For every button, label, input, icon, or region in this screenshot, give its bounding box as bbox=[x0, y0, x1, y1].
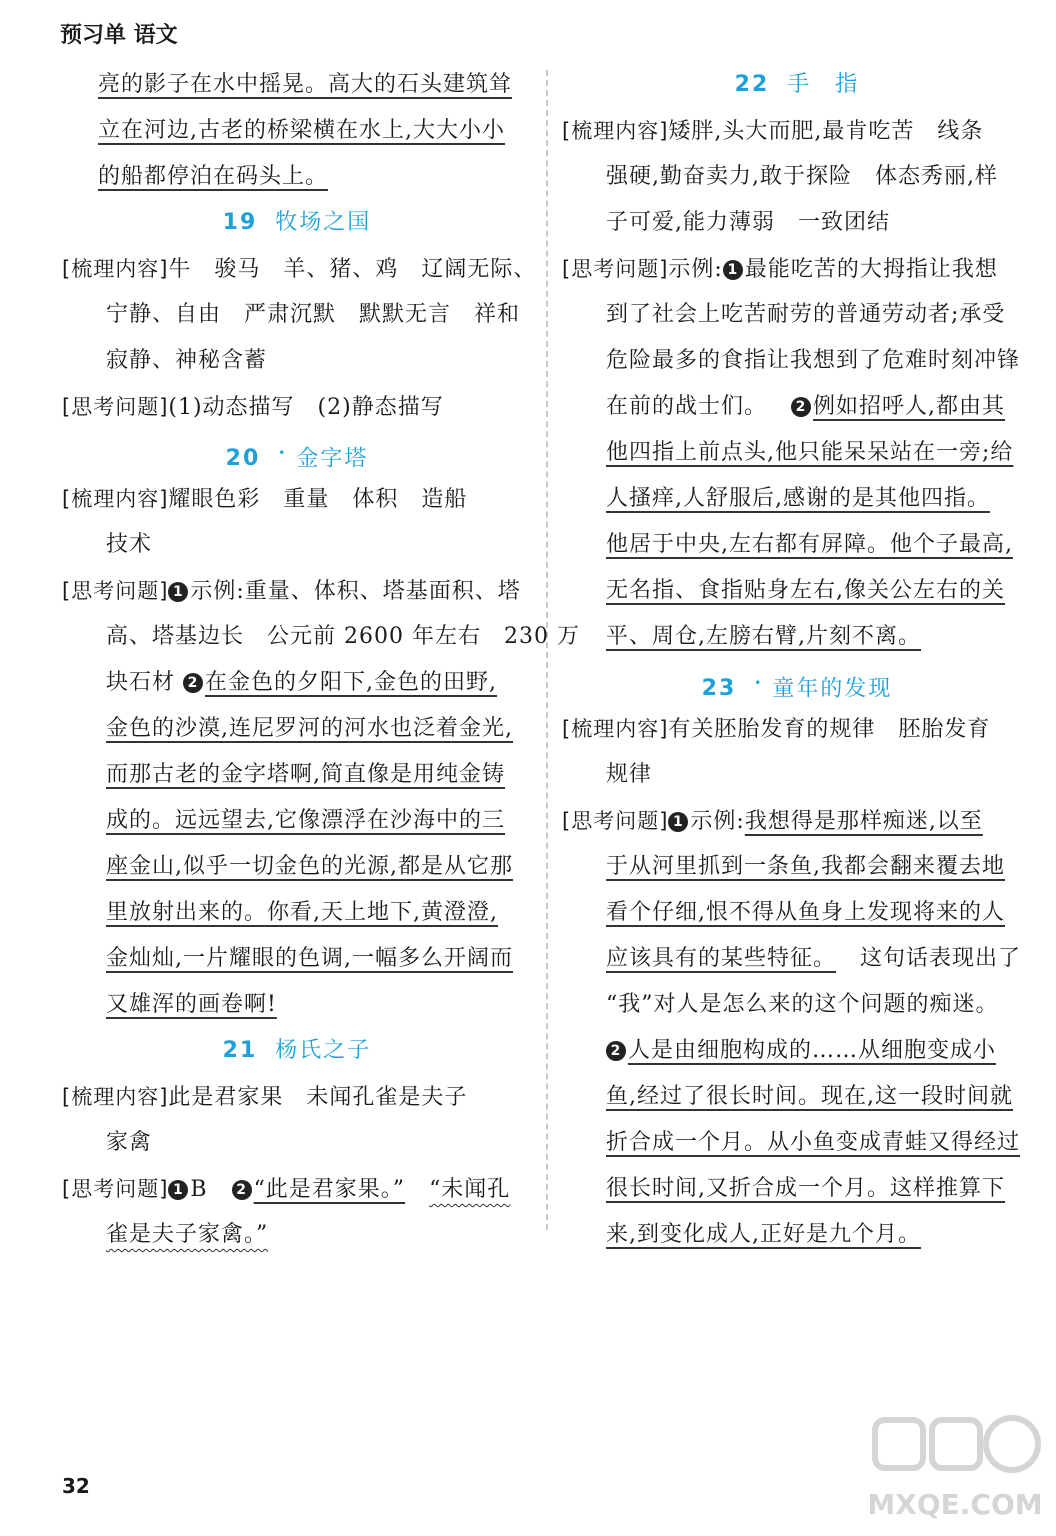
question-line: 于从河里抓到一条鱼,我都会翻来覆去地 bbox=[606, 854, 1005, 879]
section-title-22: 22 手 指 bbox=[734, 72, 860, 97]
question-line: 看个仔细,恨不得从鱼身上发现将来的人 bbox=[606, 900, 1005, 925]
content-line: 技术 bbox=[106, 532, 153, 557]
question-line: 在前的战士们。 2 例如招呼人,都由其 bbox=[606, 394, 1006, 419]
watermark-logo bbox=[860, 1402, 1050, 1532]
section-title-23: 23 • 童年的发现 bbox=[701, 676, 893, 702]
right-column bbox=[562, 62, 1032, 1258]
left-column bbox=[62, 62, 580, 1258]
question-line: 而那古老的金字塔啊,简直像是用纯金铸 bbox=[106, 762, 505, 787]
content-line: 寂静、神秘含蓄 bbox=[106, 348, 268, 373]
question-line: 无名指、食指贴身左右,像关公左右的关 bbox=[606, 578, 1005, 603]
question-line: 2 人是由细胞构成的……从细胞变成小 bbox=[562, 1028, 1032, 1074]
page-header: 预习单 语文 bbox=[60, 23, 178, 48]
question-line: 应该具有的某些特征。 这句话表现出了 bbox=[606, 946, 1022, 971]
question-line: 他居于中央,左右都有屏障。他个子最高, bbox=[606, 532, 1013, 557]
question-line: 来,到变化成人,正好是九个月。 bbox=[606, 1222, 921, 1247]
text-line: 的船都停泊在码头上。 bbox=[98, 164, 329, 189]
question-line: 到了社会上吃苦耐劳的普通劳动者;承受 bbox=[606, 302, 1006, 327]
question-line: [思考问题]示例: 1 最能吃苦的大拇指让我想 bbox=[562, 257, 998, 282]
question-line: 高、塔基边长 公元前 2600 年左右 230 万 bbox=[106, 624, 580, 649]
question-line: [思考问题](1)动态描写 (2)静态描写 bbox=[62, 395, 444, 420]
content-line: 规律 bbox=[606, 762, 653, 787]
content-line: 强硬,勤奋卖力,敢于探险 体态秀丽,样 bbox=[606, 164, 998, 189]
question-line: 人搔痒,人舒服后,感谢的是其他四指。 bbox=[606, 486, 990, 511]
question-line: 块石材 2 在金色的夕阳下,金色的田野, bbox=[106, 670, 498, 695]
text-line: 亮的影子在水中摇晃。高大的石头建筑耸 bbox=[98, 72, 513, 97]
question-line: 平、周仓,左膀右臂,片刻不离。 bbox=[606, 624, 921, 649]
question-line: 座金山,似乎一切金色的光源,都是从它那 bbox=[106, 854, 513, 879]
content-line: 家禽 bbox=[106, 1130, 153, 1155]
question-line: 成的。远远望去,它像漂浮在沙海中的三 bbox=[106, 808, 505, 833]
svg-text:MXQE.COM: MXQE.COM bbox=[867, 1488, 1043, 1521]
content-line: [梳理内容]有关胚胎发育的规律 胚胎发育 bbox=[562, 717, 991, 742]
question-line: [思考问题] 1 B 2 “此是君家果。” “未闻孔 bbox=[62, 1177, 511, 1202]
question-line: [思考问题] 1 示例:我想得是那样痴迷,以至 bbox=[562, 809, 983, 834]
text-line: 立在河边,古老的桥梁横在水上,大大小小 bbox=[98, 118, 505, 143]
section-title-20: 20 • 金字塔 bbox=[225, 446, 369, 472]
question-line: 金色的沙漠,连尼罗河的河水也泛着金光, bbox=[106, 716, 513, 741]
question-line: 里放射出来的。你看,天上地下,黄澄澄, bbox=[106, 900, 498, 925]
content-line: [梳理内容]矮胖,头大而肥,最肯吃苦 线条 bbox=[562, 119, 984, 144]
question-line: 金灿灿,一片耀眼的色调,一幅多么开阔而 bbox=[106, 946, 513, 971]
question-line: [思考问题] 1 示例:重量、体积、塔基面积、塔 bbox=[62, 579, 521, 604]
question-line: 危险最多的食指让我想到了危难时刻冲锋 bbox=[606, 348, 1021, 373]
content-line: [梳理内容]此是君家果 未闻孔雀是夫子 bbox=[62, 1085, 468, 1110]
question-line: 很长时间,又折合成一个月。这样推算下 bbox=[606, 1176, 1005, 1201]
question-line: 折合成一个月。从小鱼变成青蛙又得经过 bbox=[606, 1130, 1021, 1155]
content-line: 宁静、自由 严肃沉默 默默无言 祥和 bbox=[106, 302, 521, 327]
question-line: 又雄浑的画卷啊! bbox=[106, 992, 277, 1017]
question-line: 他四指上前点头,他只能呆呆站在一旁;给 bbox=[606, 440, 1014, 465]
question-line: 雀是夫子家禽。” bbox=[106, 1222, 269, 1247]
page-number: 32 bbox=[62, 1474, 90, 1498]
content-line: 子可爱,能力薄弱 一致团结 bbox=[606, 210, 890, 235]
question-line: “我”对人是怎么来的这个问题的痴迷。 bbox=[606, 992, 999, 1017]
question-line: 鱼,经过了很长时间。现在,这一段时间就 bbox=[606, 1084, 1013, 1109]
content-line: [梳理内容]牛 骏马 羊、猪、鸡 辽阔无际、 bbox=[62, 257, 537, 282]
section-title-21: 21 杨氏之子 bbox=[222, 1038, 372, 1063]
content-line: [梳理内容]耀眼色彩 重量 体积 造船 bbox=[62, 487, 468, 512]
section-title-19: 19 牧场之国 bbox=[222, 210, 372, 235]
